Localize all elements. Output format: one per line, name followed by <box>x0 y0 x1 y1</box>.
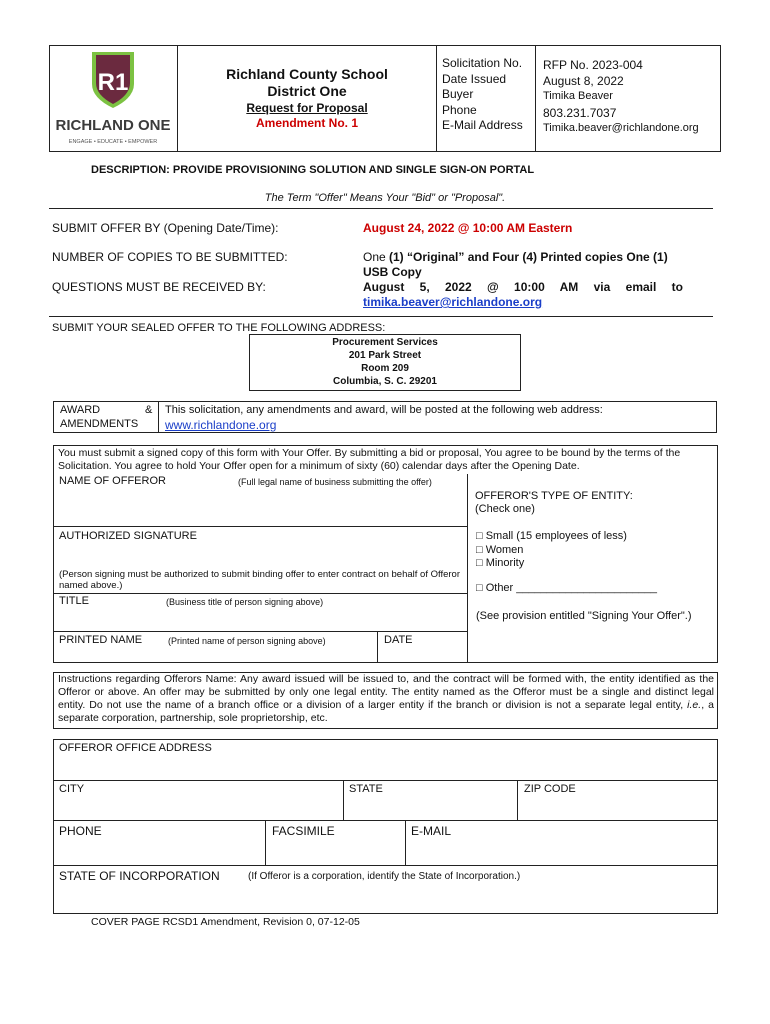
zip-field[interactable] <box>519 797 716 818</box>
doc-type: Request for Proposal <box>246 101 368 115</box>
offer-by-label: SUBMIT OFFER BY (Opening Date/Time): <box>52 221 279 235</box>
date-field[interactable] <box>379 648 465 662</box>
award-label-line2: AMENDMENTS <box>60 418 139 430</box>
org-name-line1: Richland County School <box>226 66 388 82</box>
entity-title: OFFEROR'S TYPE OF ENTITY: <box>475 490 633 502</box>
city-label: CITY <box>59 783 85 795</box>
title-hint: (Business title of person signing above) <box>166 597 324 607</box>
office-address-label: OFFEROR OFFICE ADDRESS <box>59 742 212 754</box>
signature-label: AUTHORIZED SIGNATURE <box>59 530 197 542</box>
email-field[interactable] <box>407 840 716 863</box>
city-field[interactable] <box>55 797 341 818</box>
offeror-name-field[interactable] <box>55 490 465 524</box>
copies-label: NUMBER OF COPIES TO BE SUBMITTED: <box>52 250 288 264</box>
email-label: E-MAIL <box>411 824 452 838</box>
offeror-name-label: NAME OF OFFEROR <box>59 475 166 487</box>
signature-field[interactable] <box>55 545 465 567</box>
fax-label: FACSIMILE <box>272 824 335 838</box>
address-line-3: Room 209 <box>361 363 409 374</box>
award-label-amp: & <box>145 404 153 416</box>
entity-subtitle: (Check one) <box>475 503 535 515</box>
field-label-date: Date Issued <box>442 71 507 86</box>
footer-text: COVER PAGE RCSD1 Amendment, Revision 0, 07-12-05 <box>91 916 360 928</box>
zip-label: ZIP CODE <box>524 783 576 795</box>
term-note: The Term "Offer" Means Your "Bid" or "Proposal". <box>264 192 506 204</box>
incorporation-field[interactable] <box>55 886 716 912</box>
award-url-link[interactable]: www.richlandone.org <box>165 418 277 432</box>
title-label: TITLE <box>59 595 89 607</box>
questions-email-link[interactable]: timika.beaver@richlandone.org <box>363 295 543 309</box>
questions-value: August 5, 2022 @ 10:00 AM via email to <box>363 280 683 294</box>
description: DESCRIPTION: PROVIDE PROVISIONING SOLUTION AND SINGLE SIGN-ON PORTAL <box>91 164 535 176</box>
offer-by-value: August 24, 2022 @ 10:00 AM Eastern <box>363 221 573 235</box>
entity-option-small[interactable]: □ Small (15 employees of less) <box>476 530 627 542</box>
field-label-email: E-Mail Address <box>442 118 523 132</box>
incorporation-hint: (If Offeror is a corporation, identify the State of Incorporation.) <box>248 871 521 882</box>
buyer-name: Timika Beaver <box>543 90 613 102</box>
phone-label: PHONE <box>59 824 102 838</box>
entity-option-women[interactable]: □ Women <box>476 543 524 556</box>
award-label-line1: AWARD <box>60 404 101 416</box>
phone-field[interactable] <box>55 840 263 863</box>
copies-value: One (1) “Original” and Four (4) Printed copies One (1) USB Copy <box>363 250 668 279</box>
amendment-number: Amendment No. 1 <box>255 116 358 130</box>
address-line-4: Columbia, S. C. 29201 <box>333 376 437 387</box>
logo-monogram: R1 <box>97 69 129 96</box>
offer-form-intro: You must submit a signed copy of this form with Your Offer. By submitting a bid or proposal, You agree to be bound by the terms of the Solicitation. You agree to hold Your Offer open for a minimum of sixty (60) calendar days after the Opening Date. <box>58 447 681 472</box>
address-line-2: 201 Park Street <box>348 350 422 361</box>
signature-hint: (Person signing must be authorized to submit binding offer to enter contract on behalf of Offeror named above.) <box>59 569 460 591</box>
printed-name-hint: (Printed name of person signing above) <box>168 636 326 646</box>
org-name-line2: District One <box>267 83 347 99</box>
offeror-name-hint: (Full legal name of business submitting the offer) <box>238 477 432 487</box>
buyer-email: Timika.beaver@richlandone.org <box>543 122 699 134</box>
address-line-1: Procurement Services <box>332 337 438 348</box>
title-field[interactable] <box>55 610 465 630</box>
solicitation-number: RFP No. 2023-004 <box>543 58 643 72</box>
questions-label: QUESTIONS MUST BE RECEIVED BY: <box>52 280 266 294</box>
logo-tagline: ENGAGE • EDUCATE • EMPOWER <box>68 139 158 145</box>
award-text: This solicitation, any amendments and award, will be posted at the following web address: <box>165 404 603 416</box>
entity-note: (See provision entitled "Signing Your Offer".) <box>476 610 692 622</box>
field-label-solicitation: Solicitation No. <box>442 56 523 70</box>
state-field[interactable] <box>345 797 515 818</box>
field-label-buyer: Buyer <box>442 87 474 101</box>
instructions-text: Instructions regarding Offerors Name: Any award issued will be issued to, and the contract will be formed with, the entity identified as the Offeror or above. An offer may be submitted by only one legal entity. The entity named as the Offeror must be a single and distinct legal entity. Do not use the name of a branch office or a division of a larger entity if the branch or division is not a separate legal entity, i.e., a separate corporation, partnership, sole proprietorship, etc. <box>58 673 714 724</box>
entity-option-minority[interactable]: □ Minority <box>476 557 525 569</box>
incorporation-label: STATE OF INCORPORATION <box>59 869 220 883</box>
date-label: DATE <box>384 634 413 646</box>
office-address-field[interactable] <box>55 756 716 778</box>
buyer-phone: 803.231.7037 <box>543 105 617 120</box>
printed-name-label: PRINTED NAME <box>59 634 143 646</box>
date-issued: August 8, 2022 <box>543 73 624 88</box>
logo-name: RICHLAND ONE <box>55 117 171 134</box>
field-label-phone: Phone <box>442 102 477 117</box>
state-label: STATE <box>349 783 383 795</box>
fax-field[interactable] <box>267 840 403 863</box>
district-logo <box>52 50 174 148</box>
address-label: SUBMIT YOUR SEALED OFFER TO THE FOLLOWING ADDRESS: <box>52 322 386 334</box>
entity-option-other[interactable]: □ Other _______________________ <box>476 582 657 594</box>
printed-name-field[interactable] <box>55 648 375 662</box>
